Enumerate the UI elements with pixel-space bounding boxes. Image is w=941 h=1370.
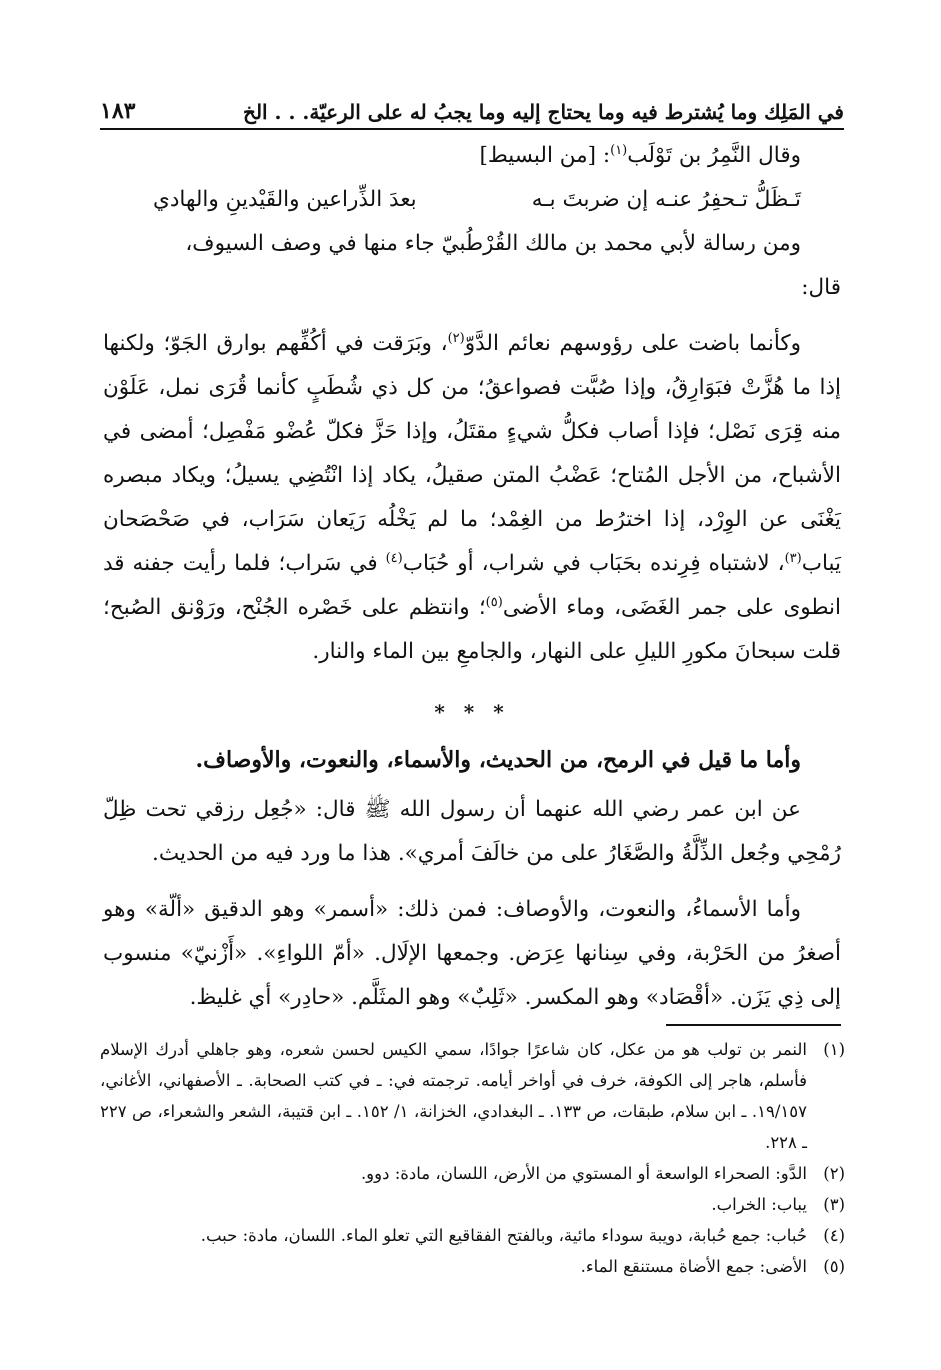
footnote-item [100,1220,845,1251]
names-paragraph: وأما الأسماءُ، والنعوت، والأوصاف: فمن ذلك: «أسمر» وهو الدقيق «ألّة» وهو أصغرُ من الحَرْبة، وفي سِنانها عِرَض. وجمعها الإلَال. «أمّ اللواءِ». «أَزْنيّ» منسوب إلى ذِي يَزَن. «أقْصَاد» وهو المكسر. «ثَلِبٌ» وهو المثَلَّم. «حادِر» أي غليظ. [103,897,841,1010]
footnote-ref-2: (٢) [447,330,465,346]
risala-line-1: ومن رسالة لأبي محمد بن مالك القُرْطُبيّ جاء منها في وصف السيوف، [185,231,801,256]
quoted-passage [103,322,841,674]
footnote-ref-5: (٥) [485,594,503,610]
footnote-text: يباب: الخراب. [711,1195,807,1214]
quote-part-2: ، وبَرَقت في أكُفِّهم بوارق الجَوّ؛ ولكنها إذا ما هُزَّتْ فبَوَارِقُ، وإذا صُبَّت فصواعقُ؛ من كل ذي شُطَبٍ كأنما قُرَى نمل، عَلَوْن منه قِرَى نَصْل؛ فإذا أصاب فكلُّ شيءٍ مقتَلُ، وإذا حَزَّ فكلّ عُضْو مَفْصِل؛ أمضى في الأشباح، من الأجل المُتاح؛ عَضْبُ المتن صقيلُ، يكاد إذا انْتُضِي يسيلُ؛ ويكاد مبصره يَغْنَى عن الوِرْد، إذا اخترُط من الغِمْد؛ ما لم يَخْلُه رَيَعان سَرَاب، في صَحْصَحان يَباب [103,331,841,576]
section-divider: * * * [434,700,510,724]
quote-part-4: في سَراب؛ فلما رأيت جفنه قد انطوى على جمر الغَضَى، وماء الأضى [103,551,841,620]
footnote-item [100,1189,845,1220]
footnote-text: الدَّو: الصحراء الواسعة أو المستوي من الأرض، اللسان، مادة: دوو. [360,1164,807,1183]
footnotes [100,1034,845,1282]
hadith-paragraph: عن ابن عمر رضي الله عنهما أن رسول الله ﷺ قال: «جُعِل رزقي تحت ظِلّ رُمْحِي وجُعل الذِّلَّةُ والصَّغَارُ على من خالَفَ أمري». هذا ما ورد فيه من الحديث. [103,797,841,866]
footnote-number: (١) [823,1040,845,1059]
footnote-item [100,1034,845,1158]
footnote-text: النمر بن تولب هو من عكل، كان شاعرًا جوادًا، سمي الكيس لحسن شعره، وهو جاهلي أدرك الإسلام فأسلم، هاجر إلى الكوفة، خرف في أواخر أيامه. ترجمته في: ـ في كتب الصحابة. ـ الأصفهاني، الأغاني، ١٩/١٥٧. ـ ابن سلام، طبقات، ص ١٣٣. ـ البغدادي، الخزانة، ١/ ١٥٢. ـ ابن قتيبة، الشعر والشعراء، ص ٢٢٧ ـ ٢٢٨. [100,1040,807,1152]
main-text [103,134,841,1020]
intro-meter: : [من البسيط] [479,143,611,168]
footnote-ref-4: (٤) [385,550,403,566]
quote-part-1: وكأنما باضت على رؤوسهم نعائم الدَّوّ [464,331,801,356]
footnote-divider [666,1024,841,1026]
footnote-number: (٣) [823,1195,845,1214]
footnote-ref-3: (٣) [784,550,802,566]
section-heading: وأما ما قيل في الرمح، من الحديث، والأسماء، والنعوت، والأوصاف. [195,747,801,773]
footnote-text: حُباب: جمع حُبابة، دويبة سوداء مائية، وبالفتح الفقاقيع التي تعلو الماء. اللسان، مادة: حبب. [200,1226,807,1245]
quote-part-3: ، لاشتباه فِرِنده بحَبَاب في شراب، أو حُبَاب [402,551,785,576]
footnote-number: (٤) [823,1226,845,1245]
risala-intro [103,222,841,266]
intro-text: وقال النَّمِرُ بن تَوْلَب [627,143,801,168]
footnote-number: (٥) [823,1257,845,1276]
footnote-number: (٢) [823,1164,845,1183]
verse-second-hemistich: بعدَ الذِّراعين والقَيْدينِ والهادي [153,187,417,212]
footnote-item [100,1251,845,1282]
running-title: في المَلِك وما يُشترط فيه وما يحتاج إليه وما يجبُ له على الرعيّة. . . الخ [243,100,844,124]
footnote-ref-1: (١) [610,142,628,158]
quote-part-5: ؛ وانتظم على خَصْره الجُنْح، ورَوْنق الصُبح؛ قلت سبحانَ مكورِ الليلِ على النهار، والجامعِ بين الماء والنار. [103,595,841,664]
footnote-item [100,1158,845,1189]
risala-line-2: قال: [801,275,841,300]
verse-line [103,178,841,222]
page-header [100,86,844,130]
footnote-text: الأضى: جمع الأضاة مستنقع الماء. [580,1257,807,1276]
verse-first-hemistich: تَـظَلُّ تـحفِرُ عنـه إن ضربتَ بـه [531,187,801,212]
intro-line [103,134,841,178]
page-number: ١٨٣ [100,98,136,124]
